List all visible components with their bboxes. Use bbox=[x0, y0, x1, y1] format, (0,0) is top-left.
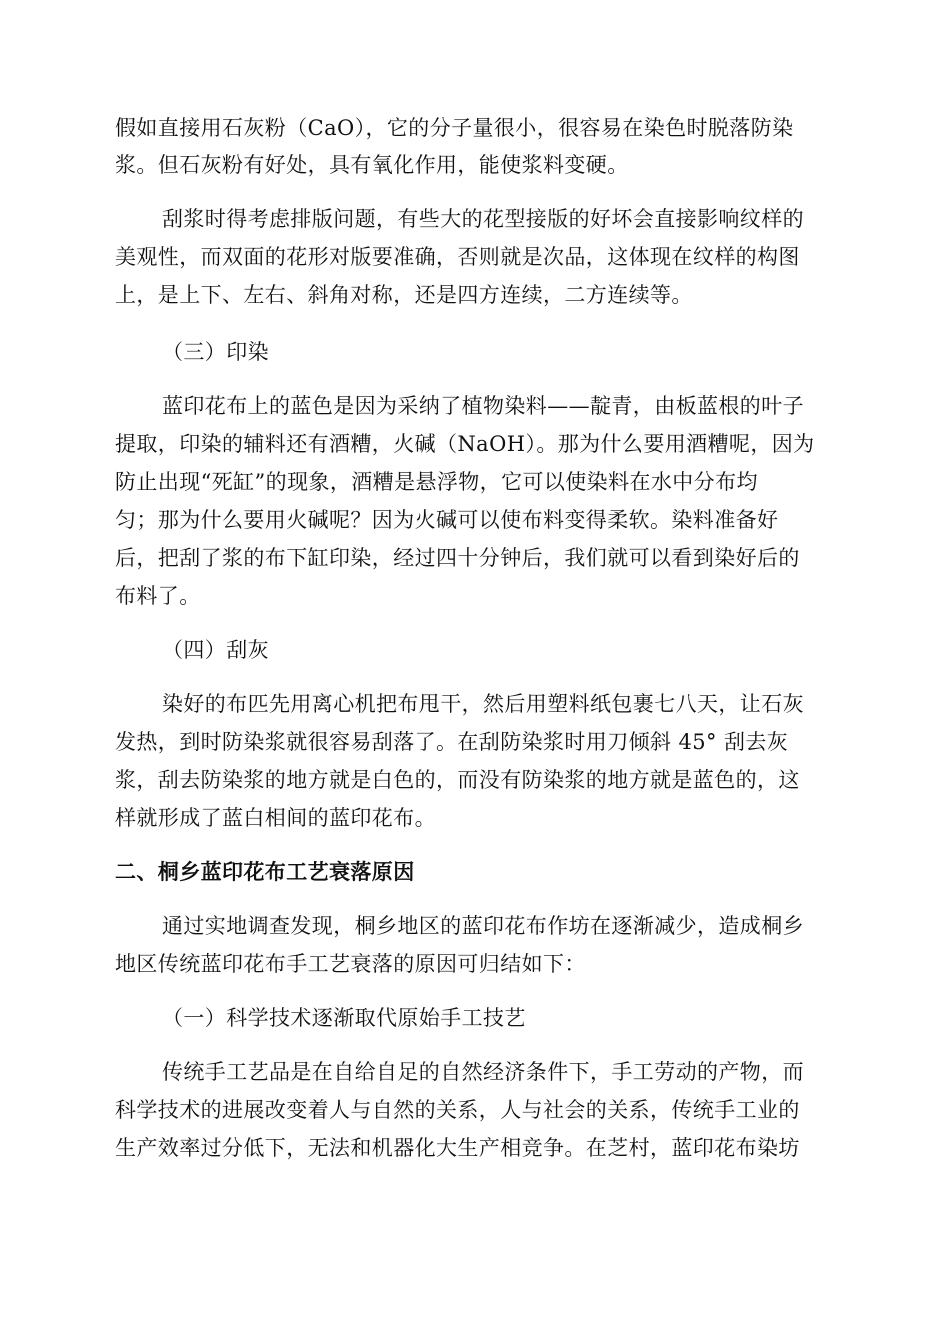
paragraph-line: 科学技术的进展改变着人与自然的关系，人与社会的关系，传统手工业的 bbox=[115, 1098, 800, 1122]
paragraph-line: 浆，刮去防染浆的地方就是白色的，而没有防染浆的地方就是蓝色的，这 bbox=[115, 768, 800, 792]
paragraph-line: 提取，印染的辅料还有酒糟，火碱（NaOH）。那为什么要用酒糟呢，因为 bbox=[115, 432, 815, 456]
paragraph-line: 蓝印花布上的蓝色是因为采纳了植物染料——靛青，由板蓝根的叶子 bbox=[162, 394, 804, 418]
paragraph-line: 后，把刮了浆的布下缸印染，经过四十分钟后，我们就可以看到染好后的 bbox=[115, 546, 800, 570]
paragraph-line: 浆。但石灰粉有好处，具有氧化作用，能使浆料变硬。 bbox=[115, 153, 629, 177]
paragraph-line: 样就形成了蓝白相间的蓝印花布。 bbox=[115, 806, 436, 830]
paragraph-line: 生产效率过分低下，无法和机器化大生产相竞争。在芝村，蓝印花布染坊 bbox=[115, 1136, 800, 1160]
paragraph-line: 染好的布匹先用离心机把布甩干，然后用塑料纸包裹七八天，让石灰 bbox=[162, 692, 804, 716]
paragraph-line: 匀；那为什么要用火碱呢？因为火碱可以使布料变得柔软。染料准备好 bbox=[115, 508, 779, 532]
paragraph-line: 美观性，而双面的花形对版要准确，否则就是次品，这体现在纹样的构图 bbox=[115, 245, 800, 269]
paragraph-line: 传统手工艺品是在自给自足的自然经济条件下，手工劳动的产物，而 bbox=[162, 1060, 804, 1084]
paragraph-line: 假如直接用石灰粉（CaO），它的分子量很小，很容易在染色时脱落防染 bbox=[115, 116, 794, 140]
paragraph-line: 刮浆时得考虑排版问题，有些大的花型接版的好坏会直接影响纹样的 bbox=[162, 207, 804, 231]
section-subheading: （四）刮灰 bbox=[162, 638, 269, 662]
section-heading: 二、桐乡蓝印花布工艺衰落原因 bbox=[115, 860, 415, 884]
paragraph-line: 发热，到时防染浆就很容易刮落了。在刮防染浆时用刀倾斜 45° 刮去灰 bbox=[115, 730, 789, 754]
paragraph-line: 布料了。 bbox=[115, 584, 201, 608]
section-subheading: （一）科学技术逐渐取代原始手工技艺 bbox=[162, 1006, 526, 1030]
paragraph-line: 上，是上下、左右、斜角对称，还是四方连续，二方连续等。 bbox=[115, 283, 693, 307]
paragraph-line: 通过实地调查发现，桐乡地区的蓝印花布作坊在逐渐减少，造成桐乡 bbox=[162, 914, 804, 938]
paragraph-line: 地区传统蓝印花布手工艺衰落的原因可归结如下： bbox=[115, 952, 586, 976]
paragraph-line: 防止出现“死缸”的现象，酒糟是悬浮物，它可以使染料在水中分布均 bbox=[115, 470, 758, 494]
section-subheading: （三）印染 bbox=[162, 340, 269, 364]
